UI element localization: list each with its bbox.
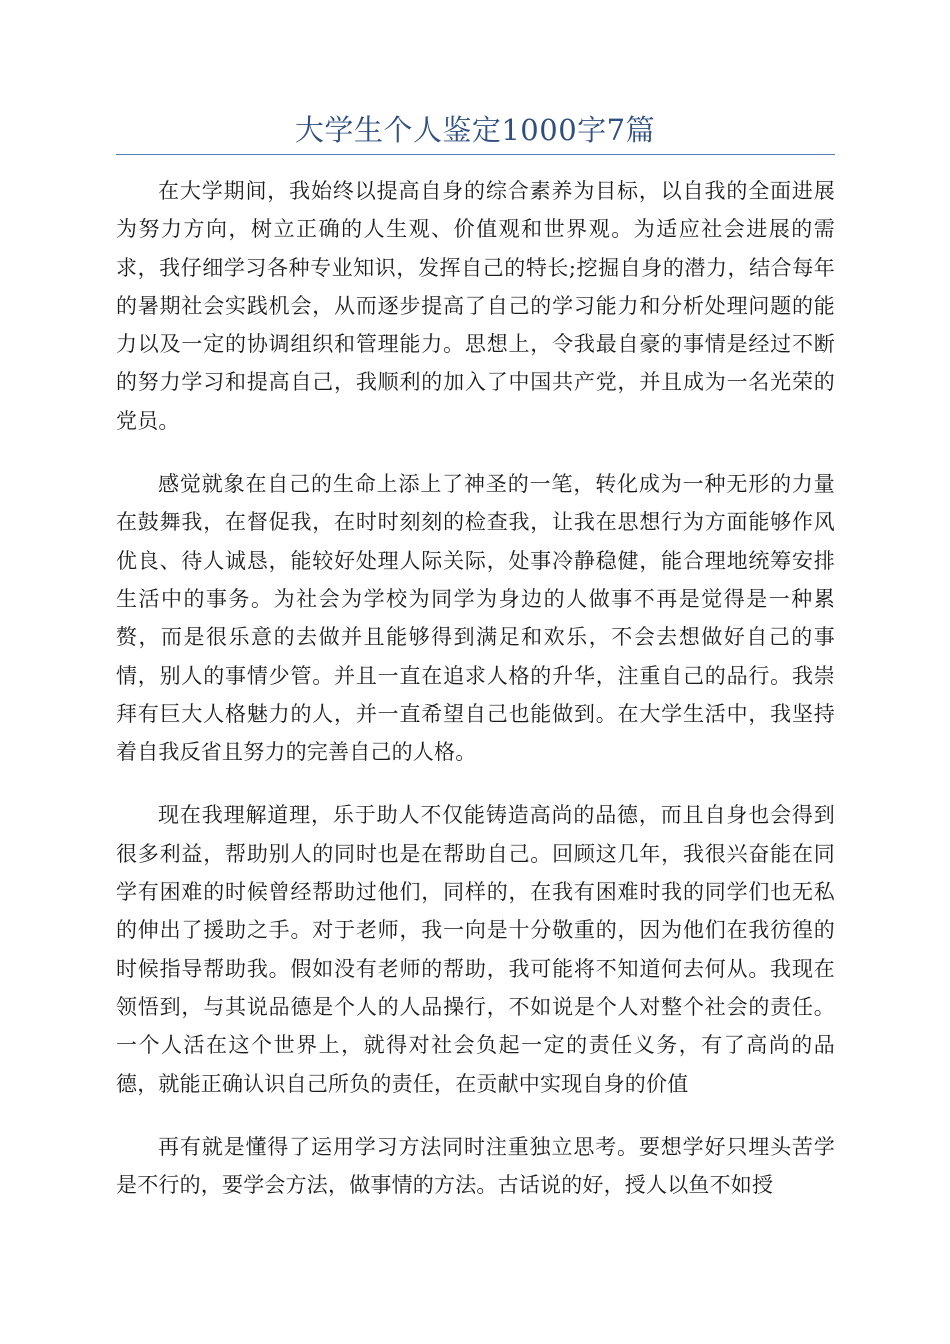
paragraph-4: 再有就是懂得了运用学习方法同时注重独立思考。要想学好只埋头苦学是不行的，要学会方法，做事情的方法。古话说的好，授人以鱼不如授: [116, 1134, 835, 1198]
document-title: 大学生个人鉴定1000字7篇: [294, 113, 656, 147]
paragraph-3: 现在我理解道理，乐于助人不仅能铸造高尚的品德，而且自身也会得到很多利益，帮助别人的同时也是在帮助自己。回顾这几年，我很兴奋能在同学有困难的时候曾经帮助过他们，同样的，在我有困难时我的同学们也无私的伸出了援助之手。对于老师，我一向是十分敬重的，因为他们在我彷徨的时候指导帮助我。假如没有老师的帮助，我可能将不知道何去何从。我现在领悟到，与其说品德是个人的人品操行，不如说是个人对整个社会的责任。一个人活在这个世界上，就得对社会负起一定的责任义务，有了高尚的品德，就能正确认识自己所负的责任，在贡献中实现自身的价值: [116, 803, 835, 1096]
document-body: [116, 172, 835, 1229]
paragraph-1: 在大学期间，我始终以提高自身的综合素养为目标，以自我的全面进展为努力方向，树立正确的人生观、价值观和世界观。为适应社会进展的需求，我仔细学习各种专业知识，发挥自己的特长;挖掘自身的潜力，结合每年的暑期社会实践机会，从而逐步提高了自己的学习能力和分析处理问题的能力以及一定的协调组织和管理能力。思想上，令我最自豪的事情是经过不断的努力学习和提高自己，我顺利的加入了中国共产党，并且成为一名光荣的党员。: [116, 179, 835, 433]
title-underline: [116, 154, 835, 155]
paragraph-2: 感觉就象在自己的生命上添上了神圣的一笔，转化成为一种无形的力量在鼓舞我，在督促我，在时时刻刻的检查我，让我在思想行为方面能够作风优良、待人诚恳，能较好处理人际关际，处事冷静稳健，能合理地统筹安排生活中的事务。为社会为学校为同学为身边的人做事不再是觉得是一种累赘，而是很乐意的去做并且能够得到满足和欢乐，不会去想做好自己的事情，别人的事情少管。并且一直在追求人格的升华，注重自己的品行。我崇拜有巨大人格魅力的人，并一直希望自己也能做到。在大学生活中，我坚持着自我反省且努力的完善自己的人格。: [116, 472, 835, 765]
